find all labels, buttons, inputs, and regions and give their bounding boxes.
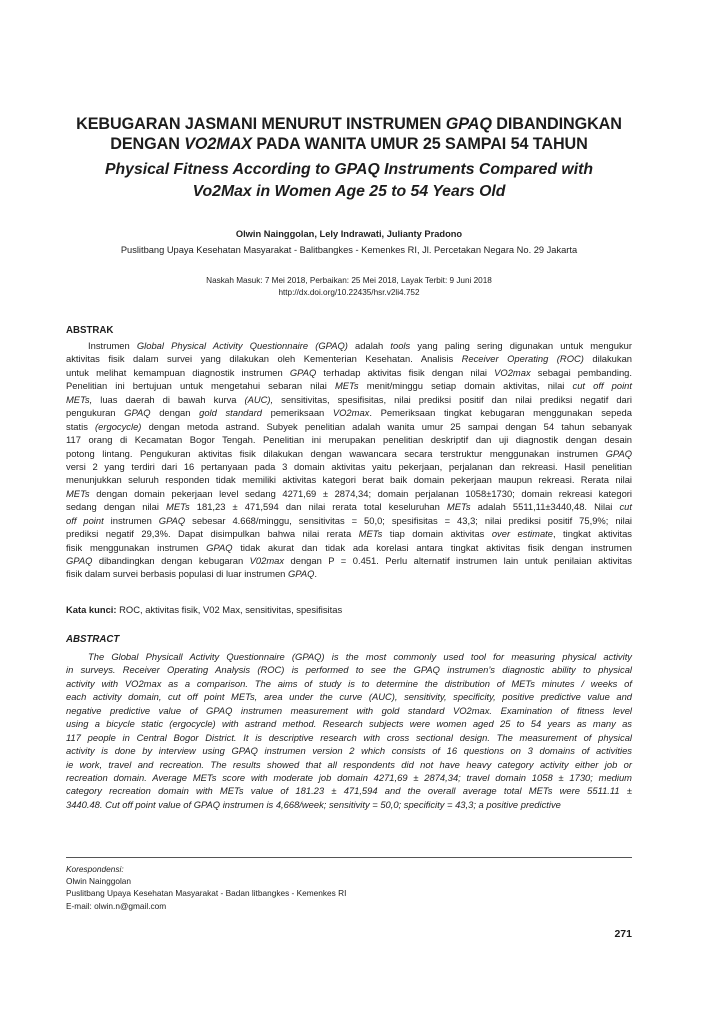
author-list: Olwin Nainggolan, Lely Indrawati, Julianty Pradono — [235, 229, 463, 239]
text-line: GPAQ dibandingkan dengan kebugaran V02max dengan P = 0.451. Perlu alternatif instrumen lain untuk penilaian aktivitas — [66, 555, 632, 566]
text-line: 117 orang di Kecamatan Bogor Tengah. Penelitian ini merupakan penelitian deskriptif dan uji diagnostik dengan desain — [66, 434, 632, 446]
text-line: statis (ergocycle) dengan metoda astrand. Subyek penelitian adalah wanita umur 25 sampai dengan 54 tahun sebanyak — [66, 420, 632, 432]
text-line: off point instrumen GPAQ sebesar 4.668/minggu, sensitivitas = 50,0; spesifisitas = 43,3; nilai prediksi positif 75,9%; nilai — [66, 514, 632, 526]
text-line: ie work, travel and recreation. The results showed that all respondents did not have heavy category activity either job or — [66, 758, 632, 770]
text-line: pengukuran GPAQ dengan gold standard pemeriksaan VO2max. Pemeriksaan tingkat kebugaran menggunakan sepeda — [66, 407, 632, 419]
text-line: negative predictive value of GPAQ instrumen measurement with gold standard VO2max. Examination of fitness level — [66, 704, 632, 716]
text-line: untuk melihat kemampuan diagnostik instrumen GPAQ terhadap aktivitas fisik dengan nilai VO2max sebagai pembanding. — [66, 366, 633, 378]
abstrak-heading: ABSTRAK — [66, 325, 114, 336]
title-indonesian: KEBUGARAN JASMANI MENURUT INSTRUMEN GPAQ DIBANDINGKAN DENGAN VO2MAX PADA WANITA UMUR 25 SAMPAI 54 TAHUN — [76, 115, 622, 153]
abstract-body — [66, 650, 632, 811]
text-line: using a bicycle static (ergocycle) with astrand method. Research subjects were women aged 25 to 54 years as many as — [66, 718, 632, 730]
page-number: 271 — [614, 928, 632, 940]
text-line: 117 people in Central Bogor District. It is descriptive research with cross sectional design. The measurement of physical — [66, 731, 632, 743]
email-link[interactable]: E-mail: olwin.n@gmail.com — [66, 900, 167, 911]
abstrak-body — [66, 339, 632, 581]
abstract-heading: ABSTRACT — [66, 634, 120, 645]
text-line: versi 2 yang terdiri dari 16 pertanyaan pada 3 domain aktivitas yaitu pekerjaan, perjalanan dan rekreasi. Hasil penelitian — [66, 460, 632, 472]
keywords: Kata kunci: ROC, aktivitas fisik, V02 Max, sensitivitas, spesifisitas — [66, 604, 343, 615]
text-line: activity is done by interview using GPAQ instrumen version 2 which consists of 16 questions on 3 domains of activities — [66, 745, 632, 757]
title-english: Physical Fitness According to GPAQ Instruments Compared with Vo2Max in Women Age 25 to 54 Years Old — [104, 161, 594, 200]
text-line: potong lintang. Pengukuran aktivitas fisik dilakukan dengan wawancara secara terstruktur menggunakan instrumen GPAQ — [66, 447, 632, 459]
text-line: 3440.48. Cut off point value of GPAQ instrumen is 4,668/week; sensitivity = 50,0; specificity = 43,3; a positive predictive — [66, 798, 561, 810]
text-line: The Global Physicall Activity Questionnaire (GPAQ) is the most commonly used tool for measuring physical activity — [88, 651, 632, 662]
text-line: activity with VO2max as a comparison. The aims of study is to determine the distribution of METs minutes / weeks of — [66, 677, 632, 689]
doi-link[interactable]: http://dx.doi.org/10.22435/hsr.v2li4.752 — [278, 287, 420, 297]
text-line: menunjukkan seluruh responden tidak memiliki aktivitas kategori berat baik domain pekerjaan maupun rekreasi. Rerata nilai — [66, 474, 632, 486]
affiliation: Puslitbang Upaya Kesehatan Masyarakat - Balitbangkes - Kemenkes RI, Jl. Percetakan Negara No. 29 Jakarta — [120, 245, 578, 255]
text-line: category recreation domain with METs value of 181.23 ± 471,594 and the overall average total METs were 5511.11 ± — [66, 785, 632, 797]
text-line: sedang dengan nilai METs 181,23 ± 471,594 dan nilai rerata total keseluruhan METs adalah 5511,11±3440,48. Nilai cut — [66, 501, 632, 513]
text-line: Instrumen Global Physical Activity Questionnaire (GPAQ) adalah tools yang paling sering digunakan untuk mengukur — [88, 340, 632, 351]
footer-divider — [66, 857, 632, 858]
text-line: fisik dalam survei berbasis populasi di luar instrumen GPAQ. — [66, 568, 317, 580]
text-line: in surveys. Receiver Operating Analysis (ROC) is performed to see the GPAQ instrumen’s diagnostic ability to physical — [66, 664, 632, 676]
text-line: METs, luas daerah di bawah kurva (AUC), sensitivitas, spesifisitas, nilai prediksi positif dan nilai prediksi negatif dari — [66, 393, 632, 405]
text-line: Penelitian ini bertujuan untuk mengetahui sebaran nilai METs menit/minggu setiap domain aktivitas, nilai cut off point — [66, 380, 632, 392]
correspondence-footer: Korespondensi: Olwin Nainggolan Puslitbang Upaya Kesehatan Masyarakat - Badan litbangkes - Kemenkes RI E-mail: olwin.n@gmail.com — [66, 864, 347, 911]
text-line: fisik menggunakan instrumen GPAQ tidak akurat dan tidak ada korelasi antara tingkat aktivitas fisik dengan instrumen — [66, 541, 632, 553]
submission-dates: Naskah Masuk: 7 Mei 2018, Perbaikan: 25 Mei 2018, Layak Terbit: 9 Juni 2018 http://dx.doi.org/10.22435/hsr.v2li4.752 — [66, 275, 632, 298]
text-line: prediksi negatif 29,3%. Dapat disimpulkan bahwa nilai rerata METs tiap domain aktivitas over estimate, tingkat aktivitas — [66, 528, 632, 540]
text-line: recreation domain. Average METs score with moderate job domain 4271,69 ± 2874,34; travel domain 1058 ± 1730; medium — [66, 771, 632, 783]
text-line: aktivitas fisik dalam survei yang dilakukan oleh Kementerian Kesehatan. Analisis Receiver Operating (ROC) dilakukan — [66, 353, 633, 365]
text-line: METs dengan domain pekerjaan level sedang 4271,69 ± 2874,34; domain perjalanan 1058±1730; domain rekreasi kategori — [66, 487, 632, 499]
text-line: each activity domain, cut off point METs, area under the curve (AUC), sensitivity, specificity, positive predictive value and — [66, 691, 632, 703]
